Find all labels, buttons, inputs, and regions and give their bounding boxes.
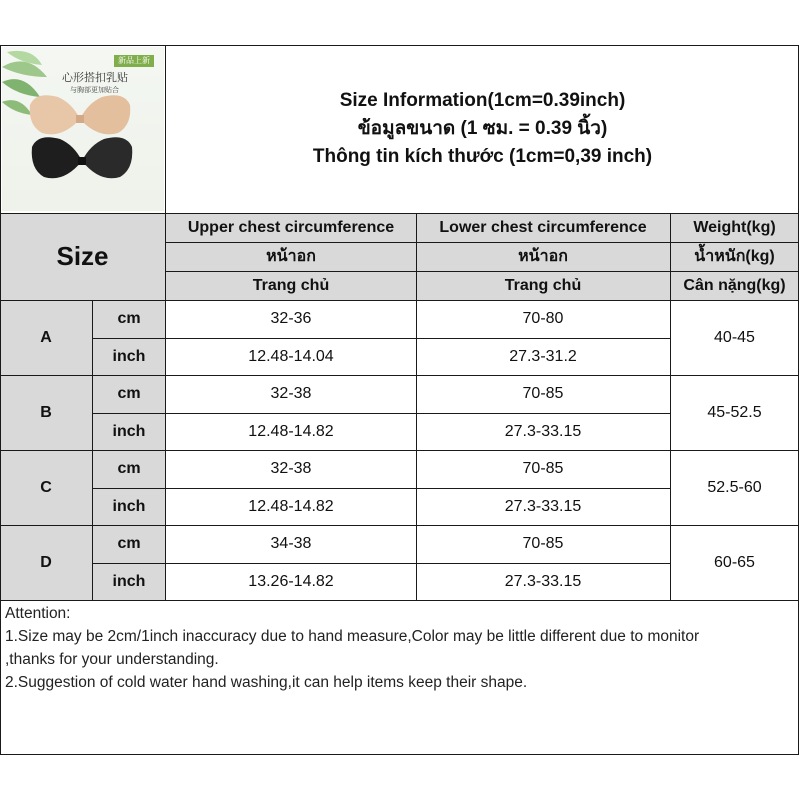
column-header-lower-vi: Trang chủ (416, 271, 670, 300)
unit-cm-c: cm (92, 450, 166, 488)
grid-line (0, 754, 799, 755)
grid-line (165, 45, 166, 600)
upper-inch-a: 12.48-14.04 (166, 338, 416, 375)
title-thai: ข้อมูลขนาด (1 ซม. = 0.39 นิ้ว) (357, 118, 608, 139)
grid-line (92, 338, 670, 339)
grid-line (166, 242, 799, 243)
grid-line (92, 300, 93, 600)
product-badge: 新品上新 (118, 56, 150, 65)
grid-line (92, 563, 670, 564)
size-label-a: A (0, 300, 92, 375)
upper-cm-c: 32-38 (166, 450, 416, 488)
column-header-weight-vi: Cân nặng(kg) (670, 271, 799, 300)
grid-line (416, 213, 417, 600)
upper-inch-b: 12.48-14.82 (166, 413, 416, 450)
grid-line (0, 45, 799, 46)
grid-line (92, 488, 670, 489)
column-header-lower-th: หน้าอก (416, 242, 670, 271)
unit-cm-b: cm (92, 375, 166, 413)
grid-line (0, 45, 1, 755)
grid-line (0, 525, 799, 526)
grid-line (798, 45, 799, 755)
title-vietnamese: Thông tin kích thước (1cm=0,39 inch) (312, 146, 653, 167)
attention-line-3: 2.Suggestion of cold water hand washing,it can help items keep their shape. (5, 674, 528, 691)
product-caption: 心形搭扣乳贴 (62, 71, 128, 84)
upper-cm-a: 32-36 (166, 300, 416, 338)
weight-b: 45-52.5 (670, 375, 799, 450)
unit-cm-d: cm (92, 525, 166, 563)
grid-line (0, 300, 799, 301)
grid-line (0, 213, 799, 214)
unit-inch-a: inch (92, 338, 166, 375)
column-header-weight-en: Weight(kg) (670, 213, 799, 242)
lower-inch-b: 27.3-33.15 (416, 413, 670, 450)
upper-inch-d: 13.26-14.82 (166, 563, 416, 600)
size-label-b: B (0, 375, 92, 450)
attention-heading: Attention: (5, 605, 71, 622)
size-information-title (166, 45, 799, 213)
grid-line (166, 271, 799, 272)
product-photo (2, 47, 164, 211)
size-chart-sheet (0, 45, 799, 755)
weight-a: 40-45 (670, 300, 799, 375)
lower-cm-d: 70-85 (416, 525, 670, 563)
unit-cm-a: cm (92, 300, 166, 338)
lower-inch-a: 27.3-31.2 (416, 338, 670, 375)
lower-inch-d: 27.3-33.15 (416, 563, 670, 600)
upper-cm-b: 32-38 (166, 375, 416, 413)
grid-line (670, 213, 671, 600)
size-header-cell (0, 213, 165, 300)
lower-cm-a: 70-80 (416, 300, 670, 338)
attention-line-2: ,thanks for your understanding. (5, 651, 219, 668)
grid-line (0, 375, 799, 376)
lower-cm-b: 70-85 (416, 375, 670, 413)
weight-c: 52.5-60 (670, 450, 799, 525)
attention-note (5, 602, 795, 694)
column-header-lower-en: Lower chest circumference (416, 213, 670, 242)
upper-inch-c: 12.48-14.82 (166, 488, 416, 525)
nude-bra-image (30, 95, 131, 134)
unit-inch-b: inch (92, 413, 166, 450)
grid-line (0, 600, 799, 601)
column-header-upper-th: หน้าอก (166, 242, 416, 271)
size-label-d: D (0, 525, 92, 600)
lower-inch-c: 27.3-33.15 (416, 488, 670, 525)
size-header: Size (56, 241, 109, 271)
unit-inch-c: inch (92, 488, 166, 525)
column-header-upper-vi: Trang chủ (166, 271, 416, 300)
size-label-c: C (0, 450, 92, 525)
attention-line-1: 1.Size may be 2cm/1inch inaccuracy due to hand measure,Color may be little different due to monitor (5, 628, 700, 645)
product-subcaption: 与胸部更加贴合 (70, 86, 119, 94)
column-header-weight-th: น้ำหนัก(kg) (670, 242, 799, 271)
upper-cm-d: 34-38 (166, 525, 416, 563)
black-bra-image (32, 137, 133, 178)
column-header-upper-en: Upper chest circumference (166, 213, 416, 242)
weight-d: 60-65 (670, 525, 799, 600)
lower-cm-c: 70-85 (416, 450, 670, 488)
unit-inch-d: inch (92, 563, 166, 600)
title-english: Size Information(1cm=0.39inch) (339, 90, 626, 111)
grid-line (0, 450, 799, 451)
grid-line (92, 413, 670, 414)
